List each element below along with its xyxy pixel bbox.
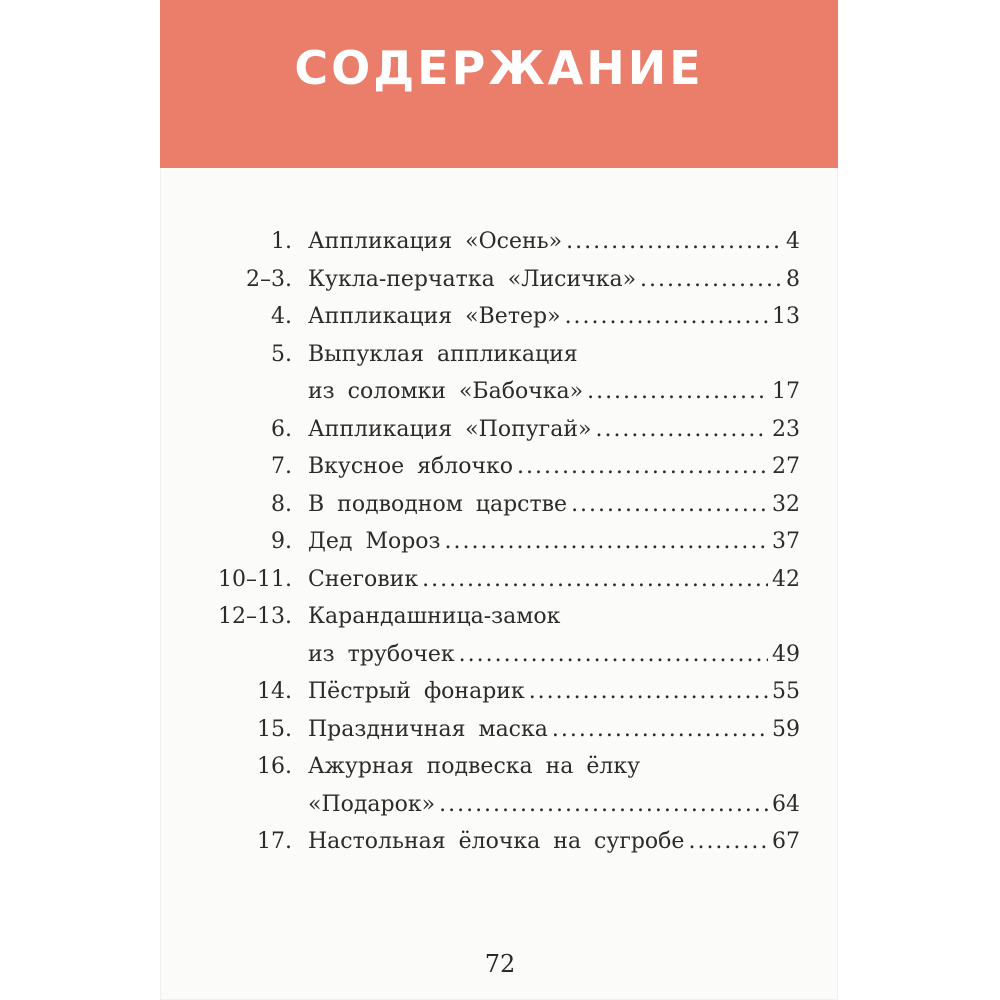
toc-entry-number: 8. xyxy=(271,491,292,517)
toc-entry-line xyxy=(200,414,800,446)
page-number: 72 xyxy=(484,950,516,978)
toc-entry-number: 10–11. xyxy=(218,566,292,592)
toc-entry-title: Кукла-перчатка «Лисичка» xyxy=(308,266,637,292)
toc-entry-line xyxy=(200,564,800,596)
toc-dot-leader xyxy=(517,451,768,483)
toc-entry-page: 59 xyxy=(772,716,800,742)
toc-entry-line xyxy=(200,489,800,521)
toc-entry-number: 16. xyxy=(257,754,292,779)
toc-entry-title: «Подарок» xyxy=(308,791,436,817)
toc-dot-leader xyxy=(445,526,768,558)
toc-entry-row xyxy=(308,564,800,596)
toc-entry-number: 2–3. xyxy=(246,266,292,292)
toc-entry-title: Аппликация «Осень» xyxy=(308,229,563,254)
toc-entry-page: 49 xyxy=(772,641,800,667)
toc-entry-line xyxy=(200,526,800,558)
toc-entry-page: 55 xyxy=(772,679,800,704)
toc-entry-number: 5. xyxy=(271,341,292,367)
toc-entry-title: Пёстрый фонарик xyxy=(308,679,525,704)
toc-entry-page: 17 xyxy=(772,379,800,404)
toc-entry-line xyxy=(200,639,800,671)
toc-entry-row xyxy=(308,639,800,671)
toc-entry-title: Вкусное яблочко xyxy=(308,454,513,479)
toc-entry-row xyxy=(308,789,800,821)
toc-entry-row xyxy=(308,301,800,333)
toc-entry-row xyxy=(308,526,800,558)
toc-entry-number: 15. xyxy=(257,716,292,742)
toc-dot-leader xyxy=(640,264,782,296)
toc-entry-title: Выпуклая аппликация xyxy=(308,341,578,367)
toc-entry-title: Настольная ёлочка на сугробе xyxy=(308,829,685,854)
toc-dot-leader xyxy=(439,789,768,821)
toc-entry-title: из соломки «Бабочка» xyxy=(308,379,584,404)
toc-entry-number: 4. xyxy=(271,304,292,329)
toc-dot-leader xyxy=(552,714,768,746)
toc-dot-leader xyxy=(529,676,768,708)
toc-entry-title: Дед Мороз xyxy=(308,529,441,554)
toc-entry-line xyxy=(200,751,800,783)
toc-entry-title: Аппликация «Ветер» xyxy=(308,304,561,329)
toc-entry-row xyxy=(308,676,800,708)
toc-entry-page: 42 xyxy=(772,566,800,592)
toc-entry-page: 23 xyxy=(772,416,800,442)
toc-entry-line xyxy=(200,451,800,483)
toc-entry-row xyxy=(308,714,800,746)
toc-entry-number: 7. xyxy=(271,454,292,479)
toc-entry-title: Ажурная подвеска на ёлку xyxy=(308,754,641,779)
toc-dot-leader xyxy=(595,414,768,446)
toc-entry-row xyxy=(308,826,800,858)
toc-dot-leader xyxy=(422,564,768,596)
toc-entry-title: В подводном царстве xyxy=(308,491,568,517)
toc-entry-row xyxy=(308,376,800,408)
toc-entry-line xyxy=(200,301,800,333)
toc-entry-title: Карандашница-замок xyxy=(308,604,561,629)
toc-entry-line xyxy=(200,714,800,746)
toc-entry-line xyxy=(200,226,800,258)
toc-entry-page: 13 xyxy=(772,304,800,329)
toc-entry-row xyxy=(308,751,800,783)
toc-entry-title: Снеговик xyxy=(308,566,419,592)
toc-entry-page: 37 xyxy=(772,529,800,554)
toc-dot-leader xyxy=(571,489,768,521)
toc-entry-number: 6. xyxy=(271,416,292,442)
toc-entry-title: из трубочек xyxy=(308,641,455,667)
toc-entry-title: Аппликация «Попугай» xyxy=(308,416,592,442)
toc-dot-leader xyxy=(459,639,768,671)
toc-entry-page: 32 xyxy=(772,491,800,517)
toc-dot-leader xyxy=(587,376,768,408)
toc-dot-leader xyxy=(566,226,782,258)
toc-entry-number: 1. xyxy=(271,229,292,254)
toc-entry-page: 8 xyxy=(786,266,800,292)
toc-entry-line xyxy=(200,826,800,858)
toc-entry-page: 4 xyxy=(786,229,800,254)
toc-entry-page: 64 xyxy=(772,791,800,817)
page-title: СОДЕРЖАНИЕ xyxy=(294,41,704,95)
toc-entry-line xyxy=(200,789,800,821)
toc-entry-title: Праздничная маска xyxy=(308,716,548,742)
toc-entry-line xyxy=(200,339,800,371)
toc-entry-row xyxy=(308,601,800,633)
toc-dot-leader xyxy=(565,301,768,333)
toc-entry-row xyxy=(308,339,800,371)
toc-entry-row xyxy=(308,414,800,446)
toc-entry-page: 67 xyxy=(772,829,800,854)
toc-entry-number: 9. xyxy=(271,529,292,554)
toc-entry-number: 12–13. xyxy=(218,604,292,629)
toc-entry-number: 14. xyxy=(257,679,292,704)
toc-dot-leader xyxy=(688,826,768,858)
toc-entry-line xyxy=(200,264,800,296)
toc-entry-line xyxy=(200,376,800,408)
toc-entry-row xyxy=(308,264,800,296)
toc-entry-line xyxy=(200,601,800,633)
toc-entry-row xyxy=(308,226,800,258)
toc-entry-line xyxy=(200,676,800,708)
toc-entry-page: 27 xyxy=(772,454,800,479)
toc-entry-number: 17. xyxy=(257,829,292,854)
toc-entry-row xyxy=(308,489,800,521)
toc-entry-row xyxy=(308,451,800,483)
